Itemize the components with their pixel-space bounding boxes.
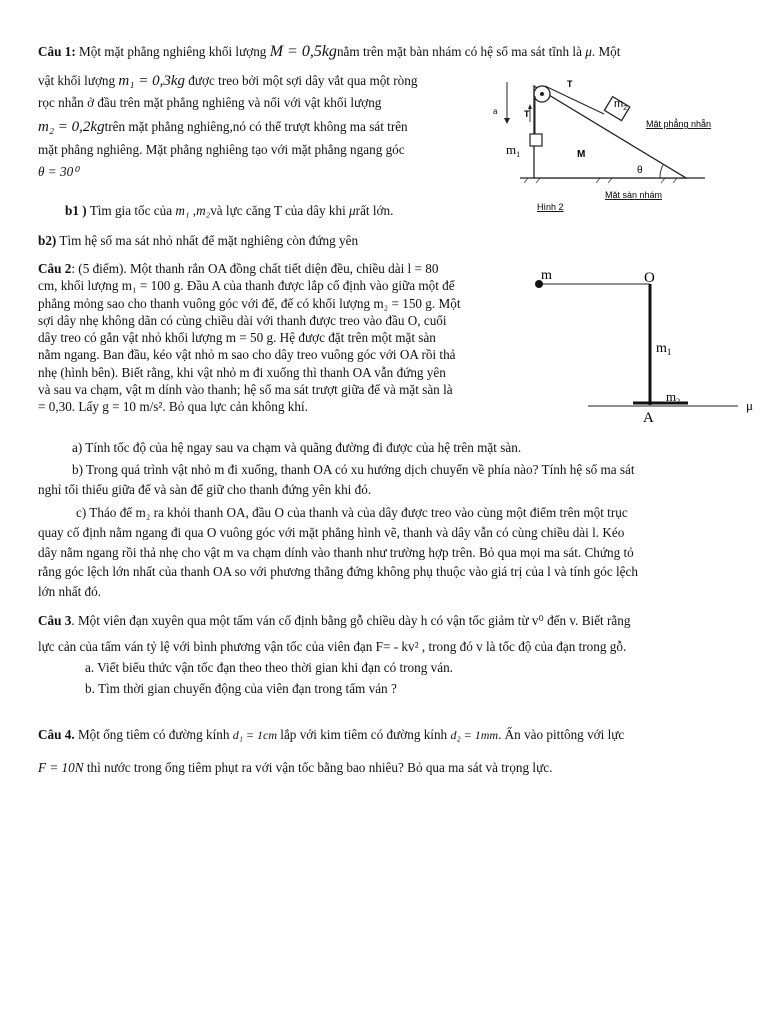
q2-body (38, 260, 520, 416)
q4-text: Một ống tiêm có đường kính (77, 727, 230, 742)
label-mu: μ (746, 398, 753, 413)
q3-line1 (38, 610, 738, 631)
q2-c-line: dây nằm ngang rồi thả nhẹ cho vật m va chạm dính vào thanh như trường hợp trên. Bỏ qua mọi ma sát. Chứng tỏ (38, 544, 634, 560)
q1-text: . Một (591, 44, 621, 59)
q1-text: mặt phẳng nghiêng. Mặt phẳng nghiêng tạo với mặt phẳng ngang góc (38, 142, 405, 157)
q2-b (38, 460, 732, 499)
q1-mu: μ (585, 44, 592, 59)
q1-line6 (38, 162, 478, 182)
q2-c-line: rằng góc lệch lớn nhất của thanh OA so với phương thẳng đứng không phụ thuộc vào giá trị của l và tính góc lệch (38, 564, 638, 580)
accel-arrow-head (504, 118, 510, 124)
q1-m1-value: m₁ = 0,3kg (118, 73, 185, 89)
q2-line: cm, khối lượng m₁ = 100 g. Đầu A của thanh được lắp cố định vào giữa một đế (38, 278, 455, 294)
q2-c-line: lớn nhất đó. (38, 584, 102, 600)
q1-text: , (192, 203, 197, 218)
q2-line: nhẹ (hình bên). Biết rằng, khi vật nhỏ m đi xuống thì thanh OA vẫn đứng yên (38, 364, 446, 380)
label-theta: θ (637, 165, 643, 176)
pulley-axle (540, 92, 544, 96)
q4-head: Câu 4. (38, 727, 75, 742)
q1-text: trên mặt phẳng nghiêng,nó có thể trượt không ma sát trên (104, 119, 408, 134)
q3-text: . Một viên đạn xuyên qua một tấm ván cố định bằng gỗ chiều dày h có vận tốc giảm từ v⁰ đến v. Biết rằng (71, 613, 631, 628)
q2-line: phẳng mỏng sao cho thanh vuông góc với đế, đế có khối lượng m₂ = 150 g. Một (38, 295, 461, 311)
q2-line: dây treo có gắn vật nhỏ khối lượng m = 50 g. Hệ được đặt trên một mặt sàn (38, 330, 436, 346)
label-T-top: T (567, 79, 573, 89)
q2-line: = 0,30. Lấy g = 10 m/s². Bỏ qua lực cản không khí. (38, 399, 308, 415)
label-m: m (541, 268, 552, 283)
q2-c-line: c) Tháo đế m₂ ra khỏi thanh OA, đầu O của thanh và của dây được treo vào cùng một điểm trên một trục (76, 505, 628, 520)
label-a: a (493, 107, 498, 116)
q1-text: m₂ (196, 203, 211, 218)
q1-text: m₁ (175, 203, 190, 218)
q2-text: : (5 điểm). Một thanh rắn OA đồng chất tiết diện đều, chiều dài l = 80 (71, 261, 439, 276)
q1-b1 (65, 201, 505, 221)
label-smooth-plane: Mặt phẳng nhẵn (646, 119, 712, 129)
q1-text: Tìm gia tốc của (89, 203, 173, 218)
label-m1: $m_1$ (506, 142, 521, 159)
q2-line: sợi dây nhẹ không dãn có cùng chiều dài với thanh được treo vào đầu O, cuối (38, 312, 447, 328)
q1-line5 (38, 140, 478, 160)
q2-b-line: nghỉ tối thiểu giữa đế và sàn để giữ cho thanh đứng yên khi đó. (38, 481, 372, 497)
q1-head: Câu 1: (38, 44, 76, 59)
q1-line2 (38, 70, 478, 93)
q1-b2 (38, 231, 538, 251)
q2-line: và sau va chạm, vật m dính vào thanh; hệ số ma sát trượt giữa đế và mặt sàn là (38, 382, 453, 398)
q1-text: Một mặt phẳng nghiêng khối lượng (79, 44, 267, 59)
q3-head: Câu 3 (38, 613, 72, 628)
label-O: O (644, 270, 655, 286)
q4-d1: d₁ = 1cm (232, 728, 277, 742)
q4-d2: d₂ = 1mm (450, 728, 499, 742)
q1-b2-head: b2) (38, 233, 57, 248)
label-A: A (643, 410, 654, 426)
q4 (38, 724, 738, 778)
q1-text: rọc nhẵn ở đầu trên mặt phẳng nghiêng và nối với vật khối lượng (38, 95, 382, 110)
q3-line2: lực cản của tấm ván tỷ lệ với bình phương vận tốc của viên đạn F= - kv² , trong đó v là tốc độ của đạn trong gỗ. (38, 639, 627, 654)
block-m1 (530, 134, 542, 146)
q4-line2 (38, 757, 738, 778)
q2-line: nằm ngang. Ban đầu, kéo vật nhỏ m sao cho dây treo vuông góc với OA rồi thả (38, 347, 456, 363)
q1-line1 (38, 40, 733, 65)
q3-b: b. Tìm thời gian chuyển động của viên đạn trong tấm ván ? (85, 681, 397, 696)
label-m2: $m_2$ (666, 389, 681, 406)
q1-text: nằm trên mặt bàn nhám có hệ số ma sát tĩnh là (336, 44, 582, 59)
q1-b1-head: b1 ) (65, 203, 87, 218)
label-M: M (577, 149, 586, 160)
q2-c (38, 503, 732, 602)
q2-a-text: a) Tính tốc độ của hệ ngay sau va chạm và quãng đường đi được của hệ trên mặt sàn. (72, 440, 522, 455)
label-rough-floor: Mặt sàn nhám (605, 190, 663, 200)
q3 (38, 610, 738, 699)
q2-line (38, 260, 520, 277)
q2-head: Câu 2 (38, 261, 72, 276)
q1-text: được treo bởi một sợi dây vắt qua một ròng (188, 73, 418, 88)
q1-text: và lực căng T của dây khi (210, 203, 346, 218)
ground-hatch (524, 178, 677, 183)
label-m1: $m_1$ (656, 341, 672, 357)
q1-theta-value: θ = 30⁰ (38, 164, 79, 179)
q1-text: vật khối lượng (38, 73, 116, 88)
label-m2: $m_2$ (614, 98, 628, 112)
q1-line4 (38, 116, 478, 139)
q4-text: . Ấn vào pittông với lực (498, 727, 625, 742)
q1-text: rất lớn. (355, 203, 394, 218)
figure-inclined-plane (480, 72, 750, 222)
q4-text: thì nước trong ống tiêm phụt ra với vận tốc bằng bao nhiêu? Bỏ qua ma sát và trọng lực. (86, 760, 553, 775)
q4-text: lắp với kim tiêm có đường kính (280, 727, 448, 742)
q4-F: F = 10N (38, 760, 84, 775)
q1-text: Tìm hệ số ma sát nhỏ nhất để mặt nghiêng còn đứng yên (59, 233, 359, 248)
q3-a: a. Viết biểu thức vận tốc đạn theo theo thời gian khi đạn có trong ván. (85, 660, 453, 675)
label-T-left: T (524, 109, 530, 119)
q1-line3 (38, 93, 478, 113)
q1-text: μ (349, 203, 356, 218)
q1-m2-value: m₂ = 0,2kg (38, 119, 105, 135)
q2-a (72, 438, 732, 458)
figure-rod-oa (528, 262, 760, 432)
q4-line1 (38, 724, 738, 746)
q2-c-line: quay cố định nằm ngang đi qua O vuông góc với mặt phẳng hình vẽ, thanh và dây vẫn có cùng chiều dài l. Kéo (38, 524, 625, 540)
q1-M-value: M = 0,5kg (269, 43, 337, 60)
figure-caption: Hình 2 (537, 202, 564, 212)
q2-b-line: b) Trong quá trình vật nhỏ m đi xuống, thanh OA có xu hướng dịch chuyển về phía nào? Tính hệ số ma sát (72, 462, 635, 477)
